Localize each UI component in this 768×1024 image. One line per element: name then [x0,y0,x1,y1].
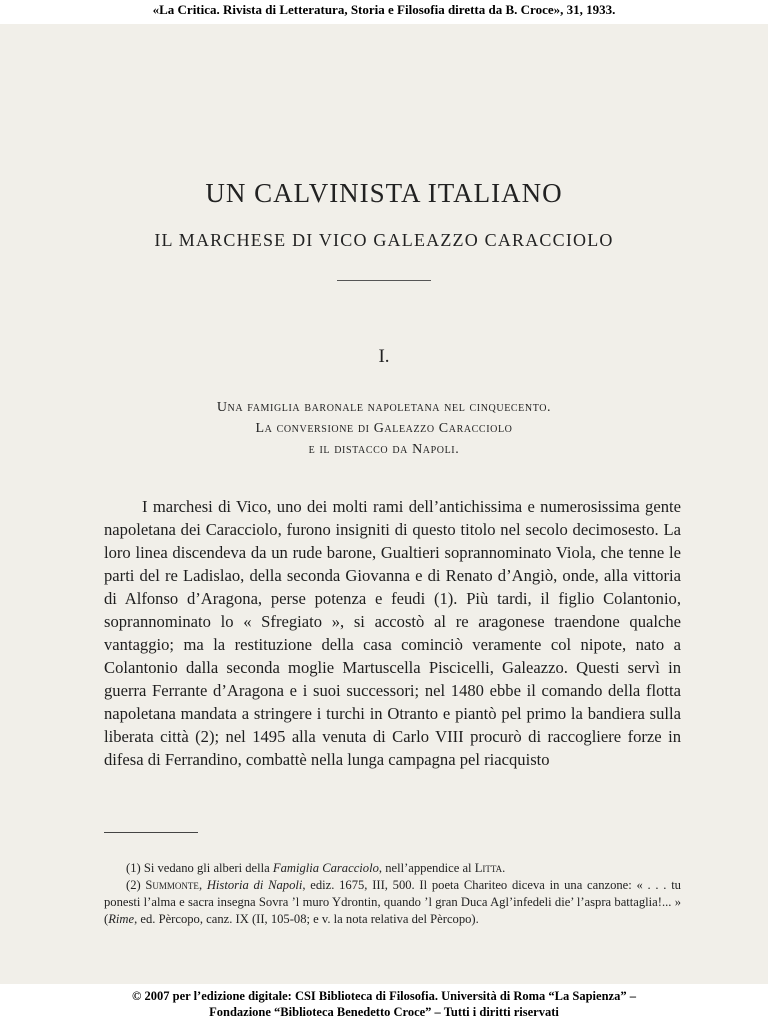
copyright-footer [0,988,768,1020]
title-divider [337,280,431,281]
section-number: I. [378,346,390,367]
fn-italic: Rime [108,912,135,926]
journal-header: «La Critica. Rivista di Letteratura, Storia e Filosofia diretta da B. Croce», 31, 1933. [152,2,616,17]
section-heading-line: La conversione di Galeazzo Caracciolo [255,421,513,436]
footer-line: © 2007 per l’edizione digitale: CSI Biblioteca di Filosofia. Università di Roma “La Sapienza” – [132,989,636,1003]
article-subtitle: IL MARCHESE DI VICO GALEAZZO CARACCIOLO [154,230,614,250]
fn-text: , nell’appendice al [378,861,475,875]
section-heading [0,397,768,460]
article-title: UN CALVINISTA ITALIANO [205,178,563,208]
fn-text: , ediz. 1675, III, 500. Il poeta Chariteo diceva in una canzone: « . . . tu ponesti l’alma e sacra insegna Sovra ’l muro Ydrontin, quando ’l gran Duca Agl’infedeli die’ l’aspra battaglia!... » ( [104,878,681,926]
footnote-divider [104,832,198,833]
fn-text: (2) [126,878,146,892]
footnote-1 [104,860,681,877]
fn-author: Summonte [145,878,199,892]
fn-text: , [198,878,207,892]
fn-text: (1) Si vedano gli alberi della [126,861,273,875]
footer-line: Fondazione “Biblioteca Benedetto Croce” – Tutti i diritti riservati [209,1005,559,1019]
footnotes [104,860,681,928]
fn-text: . [502,861,506,875]
fn-italic: Historia di Napoli [206,878,303,892]
fn-author: Litta [474,861,503,875]
footnote-2 [104,877,681,928]
fn-text: , ed. Pèrcopo, canz. IX (II, 105-08; e v. la nota relativa del Pèrcopo). [134,912,479,926]
fn-italic: Famiglia Caracciolo [272,861,379,875]
section-heading-line: Una famiglia baronale napoletana nel cinquecento. [216,400,552,415]
body-text [104,495,681,771]
section-heading-line: e il distacco da Napoli. [308,442,460,457]
body-paragraph: I marchesi di Vico, uno dei molti rami dell’antichissima e numerosissima gente napoletana dei Caracciolo, furono insigniti di questo titolo nel secolo decimosesto. La loro linea discendeva da un rude barone, Gualtieri soprannominato Viola, che tenne le parti del re Ladislao, della seconda Giovanna e di Renato d’Angiò, onde, alla vittoria di Alfonso d’Aragona, perse potenza e feudi (1). Più tardi, il figlio Colantonio, soprannominato lo « Sfregiato », si accostò al re aragonese traendone qualche vantaggio; ma la restituzione della casa cominciò veramente col nipote, nato a Colantonio dalla seconda moglie Martuscella Piscicelli, Galeazzo. Questi servì in guerra Ferrante d’Aragona e i suoi successori; nel 1480 ebbe il comando della flotta napoletana mandata a stringere i turchi in Otranto e piantò pel primo la bandiera sulla liberata città (2); nel 1495 alla venuta di Carlo VIII procurò di raccogliere forze in difesa di Ferrandino, combattè nella lunga campagna pel riacquisto [104,497,681,769]
